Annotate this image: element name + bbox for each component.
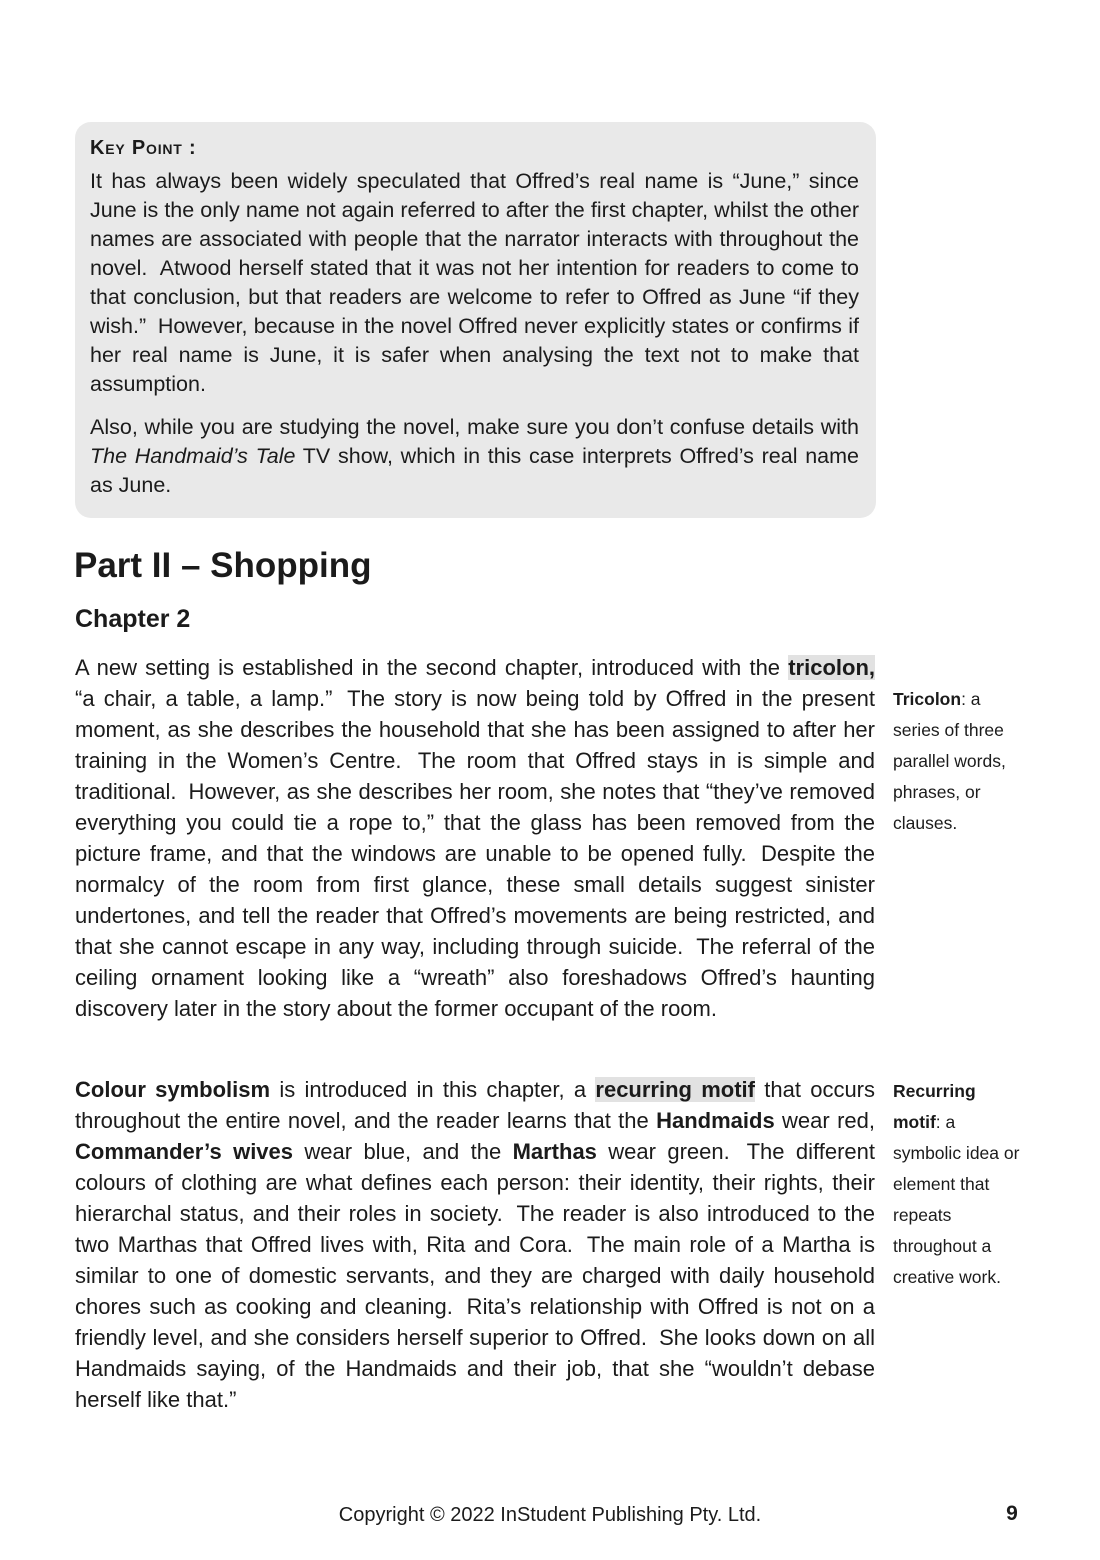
key-point-paragraph-2: Also, while you are studying the novel, make sure you don’t confuse details with The Handmaid’s Tale TV show, which in this case interprets Offred’s real name as June. — [90, 415, 859, 497]
key-point-label: Key Point : — [90, 137, 197, 159]
footer-copyright: Copyright © 2022 InStudent Publishing Pty. Ltd. — [338, 1504, 762, 1526]
page-number: 9 — [1006, 1502, 1018, 1525]
part-heading: Part II – Shopping — [74, 546, 372, 585]
margin-note-recurring-motif: Recurring motif: a symbolic idea or element that repeats throughout a creative work. — [893, 1081, 1020, 1287]
body-paragraph-2: Colour symbolism is introduced in this chapter, a recurring motif that occurs throughout the entire novel, and the reader learns that the Handmaids wear red, Commander’s wives wear blue, and the Marthas wear green. The different colours of clothing are what defines each person: their identity, their rights, their hierarchal status, and their roles in society. The reader is also introduced to the two Marthas that Offred lives with, Rita and Cora. The main role of a Martha is similar to one of domestic servants, and they are charged with daily household chores such as cooking and cleaning. Rita’s relationship with Offred is not on a friendly level, and she considers herself superior to Offred. She looks down on all Handmaids saying, of the Handmaids and their job, that she “wouldn’t debase herself like that.” — [75, 1077, 876, 1412]
body-paragraph-1: A new setting is established in the second chapter, introduced with the tricolon, “a chair, a table, a lamp.” The story is now being told by Offred in the present moment, as she describes the household that she has been assigned to after her training in the Women’s Centre. The room that Offred stays in is simple and traditional. However, as she describes her room, she notes that “they’ve removed everything you could tie a rope to,” that the glass has been removed from the picture frame, and that the windows are unable to be opened fully. Despite the normalcy of the room from first glance, these small details suggest sinister undertones, and tell the reader that Offred’s movements are being restricted, and that she cannot escape in any way, including through suicide. The referral of the ceiling ornament looking like a “wreath” also foreshadows Offred’s haunting discovery later in the story about the former occupant of the room. — [75, 655, 875, 1021]
chapter-heading: Chapter 2 — [75, 605, 191, 633]
key-point-paragraph-1: It has always been widely speculated that Offred’s real name is “June,” since June is the only name not again referred to after the first chapter, whilst the other names are associated with people that the narrator interacts with throughout the novel. Atwood herself stated that it was not her intention for readers to come to that conclusion, but that readers are welcome to refer to Offred as June “if they wish.” However, because in the novel Offred never explicitly states or confirms if her real name is June, it is safer when analysing the text not to make that assumption. — [90, 169, 859, 396]
key-point-box — [75, 122, 876, 518]
margin-note-tricolon: Tricolon: a series of three parallel words, phrases, or clauses. — [893, 689, 1006, 833]
